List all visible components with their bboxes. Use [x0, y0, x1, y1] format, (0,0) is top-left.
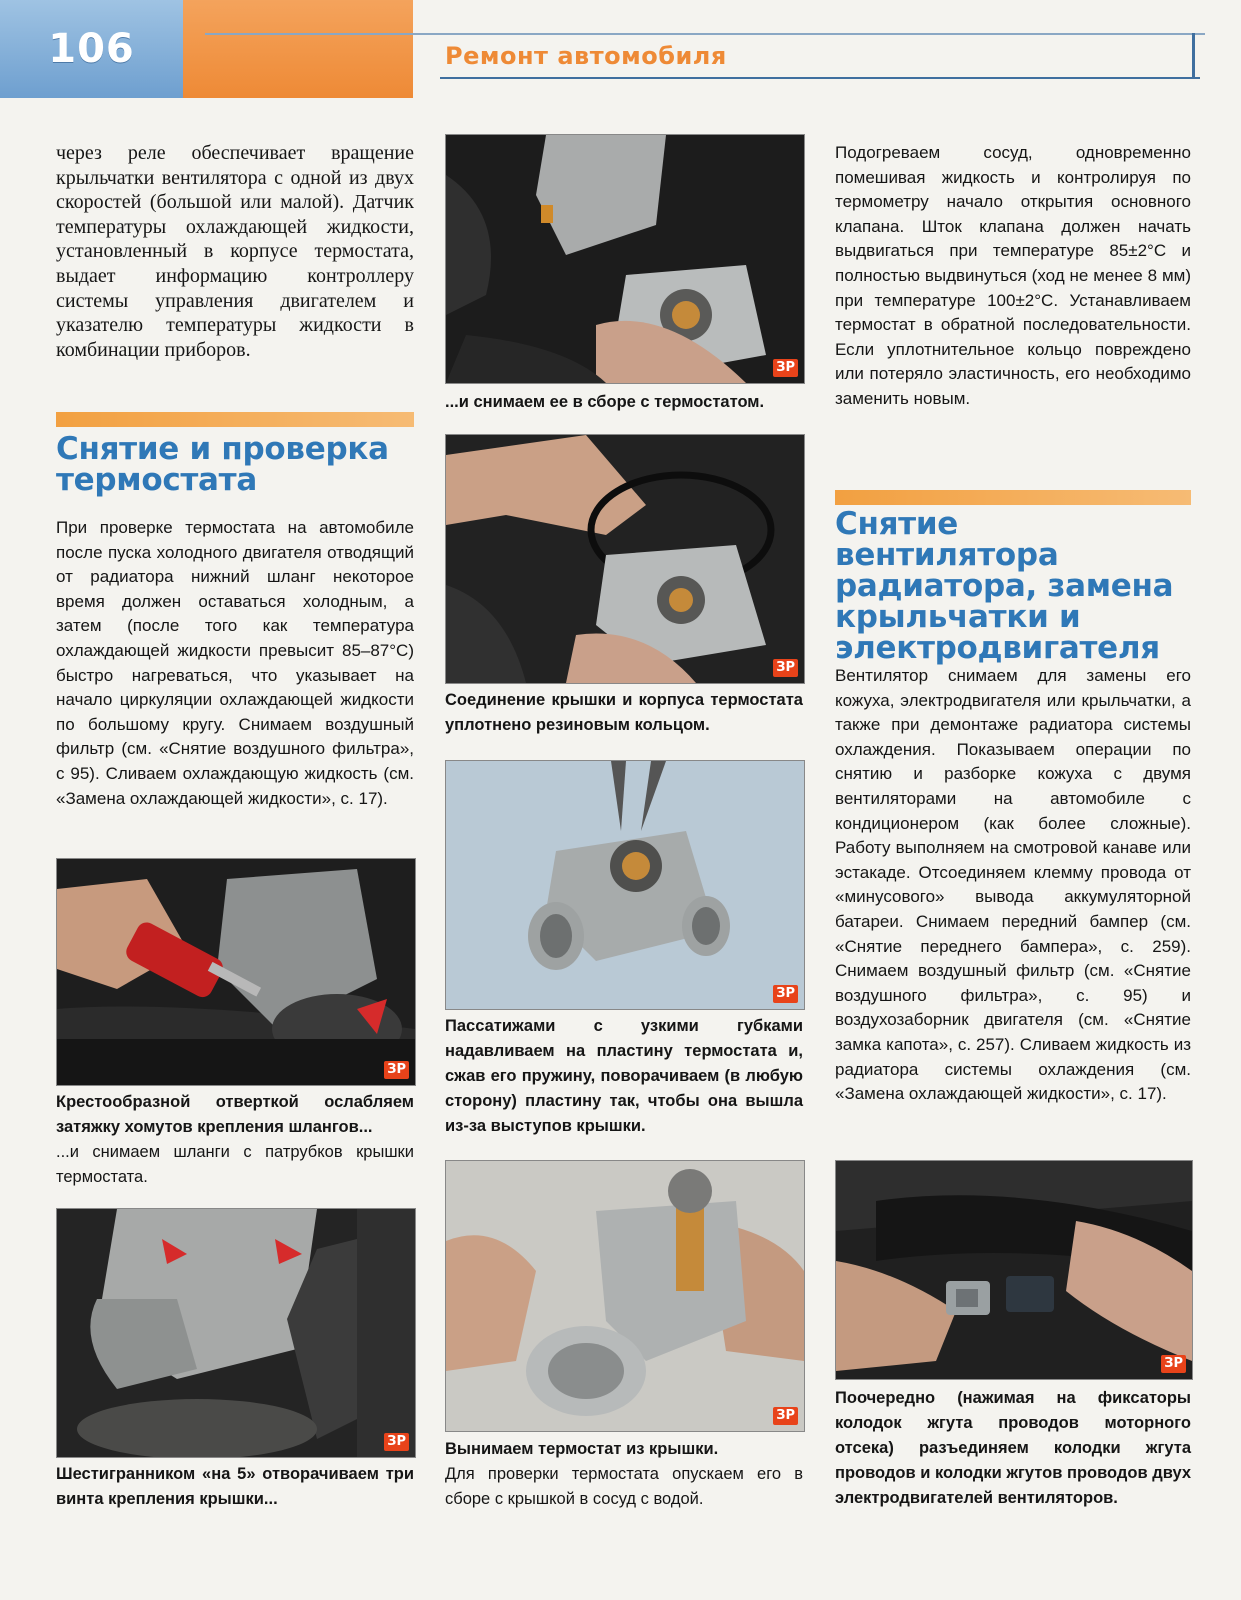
- col2-photo3-caption: Пассатижами с узкими губками надавливаем на пластину термостата и, сжав его пружину, поворачиваем (в любую сторону) пластину так, чтобы она вышла из-за выступов крышки.: [445, 1017, 803, 1135]
- page-number: 106: [0, 0, 183, 98]
- col2-photo1-caption: ...и снимаем ее в сборе с термостатом.: [445, 393, 765, 411]
- col1-body-text: При проверке термостата на автомобиле после пуска холодного двигателя отводящий от радиатора нижний шланг некоторое время должен оставаться холодным, а затем (после того как температура охлаждающей жидкости превысит 85–87°С) быстро нагреваться, что указывает на начало циркуляции охлаждающей жидкости по большому кругу. Снимаем воздушный фильтр (см. «Снятие воздушного фильтра», с 95). Сливаем охлаждающую жидкость (см. «Замена охлаждающей жидкости», с. 17).: [56, 518, 414, 808]
- col3-body-text: Вентилятор снимаем для замены его кожуха, электродвигателя или крыльчатки, а также при демонтаже радиатора системы охлаждения. Показываем операции по снятию и разборке кожуха с двумя вентиляторами на автомобиле с кондиционером (как более сложные). Работу выполняем на смотровой канаве или эстакаде. Отсоединяем клемму провода от «минусового» вывода аккумуляторной батареи. Снимаем передний бампер (см. «Снятие переднего бампера», с. 259). Снимаем воздушный фильтр (см. «Снятие воздушного фильтра», с. 95) и воздухозаборник двигателя (см. «Снятие замка капота», с. 257). Сливаем жидкость из радиатора системы охлаждения (см. «Замена охлаждающей жидкости», с. 17).: [835, 666, 1191, 1104]
- col1-heading: Снятие и проверка термостата: [56, 431, 389, 498]
- col1-photo1-caption: Крестообразной отверткой ослабляем затяжку хомутов крепления шлангов...: [56, 1093, 414, 1136]
- publisher-badge: ЗР: [384, 1433, 409, 1451]
- col1-photo2-caption: Шестигранником «на 5» отворачиваем три винта крепления крышки...: [56, 1465, 414, 1508]
- header-rule-bottom: [440, 77, 1200, 79]
- col3-section-bar: [835, 490, 1191, 505]
- photo-pliers-thermostat-plate: [445, 760, 805, 1010]
- publisher-badge: ЗР: [773, 359, 798, 377]
- running-title: Ремонт автомобиля: [445, 42, 727, 70]
- publisher-badge: ЗР: [773, 985, 798, 1003]
- header-rule-top: [205, 33, 1205, 35]
- col3-photo1-caption: Поочередно (нажимая на фиксаторы колодок жгута проводов моторного отсека) разъединяем колодки жгута проводов и колодки жгутов проводов двух электродвигателей вентиляторов.: [835, 1389, 1191, 1507]
- publisher-badge: ЗР: [1161, 1355, 1186, 1373]
- header-bracket: [1192, 33, 1195, 79]
- col3-top-text: Подогреваем сосуд, одновременно помешивая жидкость и контролируя по термометру начало открытия основного клапана. Шток клапана должен начать выдвигаться при температуре 85±2°С и полностью выдвинуться (ход не менее 8 мм) при температуре 100±2°С. Устанавливаем термостат в обратной последовательности. Если уплотнительное кольцо повреждено или потеряло эластичность, его необходимо заменить новым.: [835, 143, 1191, 408]
- col1-photo1-caption-regular: ...и снимаем шланги с патрубков крышки термостата.: [56, 1143, 414, 1186]
- col2-photo4-caption: Вынимаем термостат из крышки.: [445, 1440, 719, 1458]
- col2-photo2-caption: Соединение крышки и корпуса термостата уплотнено резиновым кольцом.: [445, 691, 803, 734]
- publisher-badge: ЗР: [773, 659, 798, 677]
- publisher-badge: ЗР: [384, 1061, 409, 1079]
- publisher-badge: ЗР: [773, 1407, 798, 1425]
- header-orange-bar: [183, 0, 413, 98]
- col1-intro-text: через реле обеспечивает вращение крыльчатки вентилятора с одной из двух скоростей (большой или малой). Датчик температуры охлаждающей жидкости, установленный в корпусе термостата, выдает информацию контроллеру системы управления двигателем и указателю температуры жидкости в комбинации приборов.: [56, 142, 414, 361]
- photo-hex-key-cover-screws: [56, 1208, 416, 1458]
- col2-photo4-caption-regular: Для проверки термостата опускаем его в сборе с крышкой в сосуд с водой.: [445, 1465, 803, 1508]
- col1-section-bar: [56, 412, 414, 427]
- photo-thermostat-removed-from-cover: [445, 1160, 805, 1432]
- photo-rubber-sealing-ring: [445, 434, 805, 684]
- photo-screwdriver-hose-clamp: [56, 858, 416, 1086]
- photo-cover-with-thermostat-removed: [445, 134, 805, 384]
- col3-heading: Снятие вентилятора радиатора, замена крыльчатки и электродвигателя: [835, 506, 1174, 666]
- photo-disconnect-wiring-connectors: [835, 1160, 1193, 1380]
